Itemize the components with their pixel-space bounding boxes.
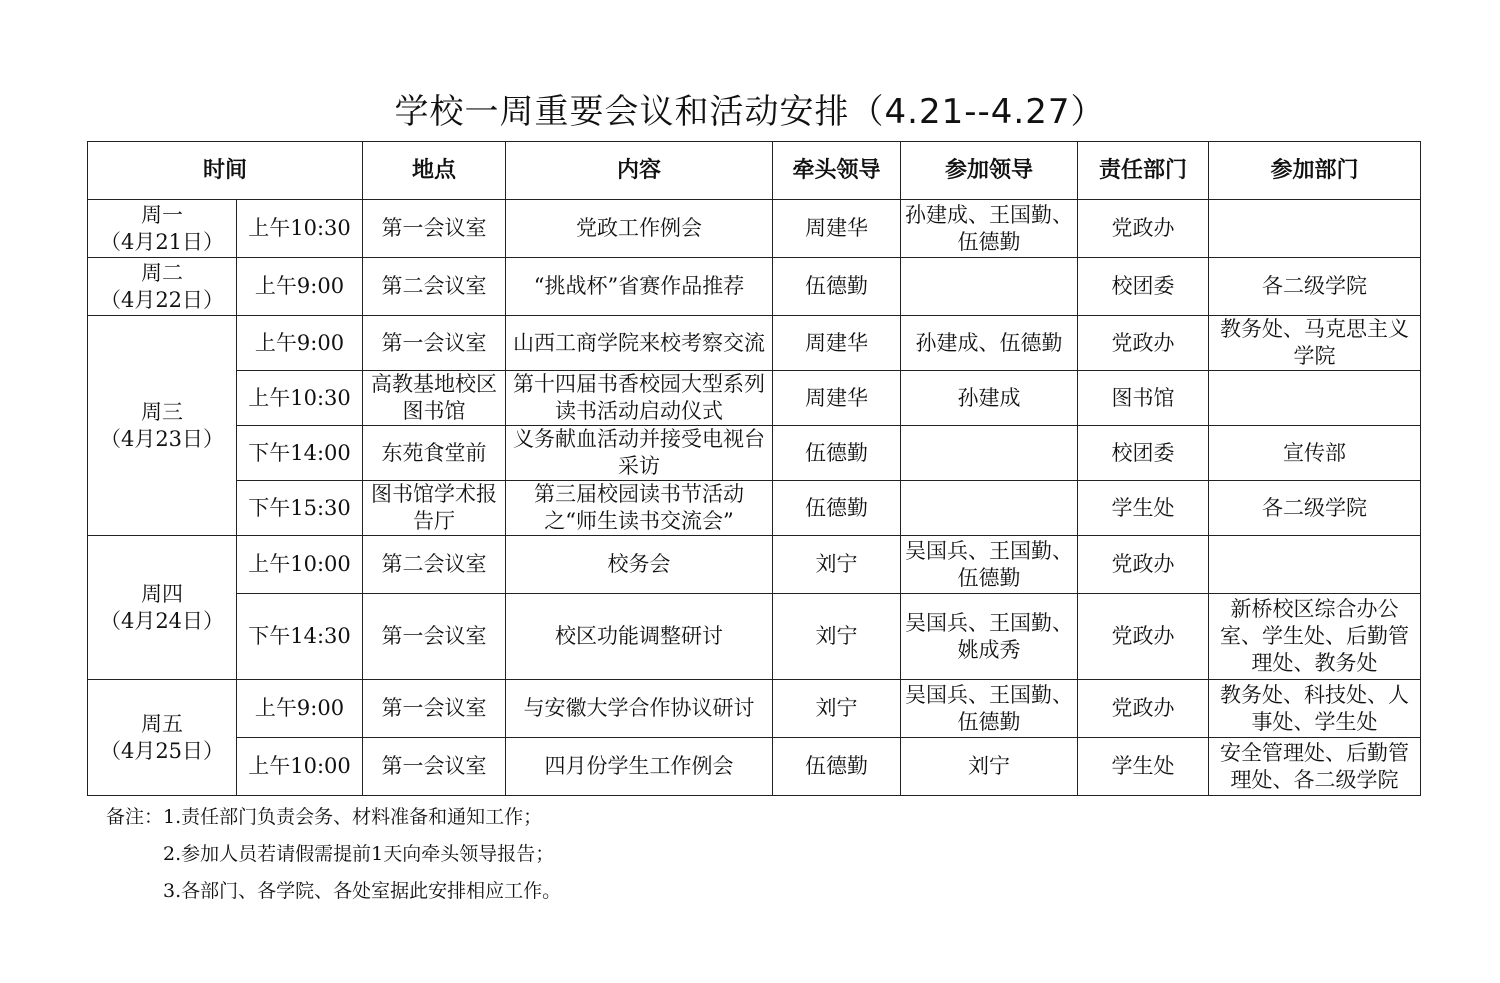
header-dept: 责任部门 xyxy=(1078,142,1209,200)
day-date: （4月22日） xyxy=(99,287,225,312)
dept-cell: 图书馆 xyxy=(1078,371,1209,426)
lead-cell: 伍德勤 xyxy=(773,738,901,796)
attend-depts-cell xyxy=(1209,536,1421,594)
place-cell: 东苑食堂前 xyxy=(363,426,506,481)
table-row xyxy=(88,258,1421,316)
dept-cell: 学生处 xyxy=(1078,481,1209,536)
attend-depts-cell: 宣传部 xyxy=(1209,426,1421,481)
lead-cell: 周建华 xyxy=(773,200,901,258)
table-row xyxy=(88,536,1421,594)
time-cell: 下午14:30 xyxy=(237,594,363,680)
day-label: 周一 xyxy=(141,202,183,227)
content-cell: 校务会 xyxy=(506,536,773,594)
attend-depts-cell: 各二级学院 xyxy=(1209,258,1421,316)
content-cell: 党政工作例会 xyxy=(506,200,773,258)
lead-cell: 周建华 xyxy=(773,371,901,426)
place-cell: 第一会议室 xyxy=(363,680,506,738)
place-cell: 第一会议室 xyxy=(363,594,506,680)
attend-depts-cell: 教务处、科技处、人事处、学生处 xyxy=(1209,680,1421,738)
day-cell xyxy=(88,680,237,796)
attend-leaders-cell: 刘宁 xyxy=(901,738,1078,796)
dept-cell: 党政办 xyxy=(1078,594,1209,680)
attend-depts-cell: 教务处、马克思主义学院 xyxy=(1209,316,1421,371)
header-attend-depts: 参加部门 xyxy=(1209,142,1421,200)
table-row xyxy=(88,481,1421,536)
table-row xyxy=(88,200,1421,258)
day-cell xyxy=(88,258,237,316)
content-cell: 校区功能调整研讨 xyxy=(506,594,773,680)
dept-cell: 党政办 xyxy=(1078,680,1209,738)
content-cell: 山西工商学院来校考察交流 xyxy=(506,316,773,371)
place-cell: 高教基地校区图书馆 xyxy=(363,371,506,426)
table-row xyxy=(88,371,1421,426)
place-cell: 第一会议室 xyxy=(363,316,506,371)
note-line: 3.各部门、各学院、各处室据此安排相应工作。 xyxy=(163,880,562,902)
header-place: 地点 xyxy=(363,142,506,200)
dept-cell: 党政办 xyxy=(1078,316,1209,371)
attend-leaders-cell xyxy=(901,258,1078,316)
lead-cell: 周建华 xyxy=(773,316,901,371)
time-cell: 上午10:00 xyxy=(237,738,363,796)
page-title: 学校一周重要会议和活动安排（4.21--4.27） xyxy=(394,92,1106,132)
time-cell: 下午15:30 xyxy=(237,481,363,536)
schedule-table xyxy=(87,141,1421,796)
attend-depts-cell: 安全管理处、后勤管理处、各二级学院 xyxy=(1209,738,1421,796)
attend-leaders-cell xyxy=(901,481,1078,536)
attend-leaders-cell xyxy=(901,426,1078,481)
time-cell: 上午9:00 xyxy=(237,258,363,316)
time-cell: 上午9:00 xyxy=(237,316,363,371)
time-cell: 上午10:30 xyxy=(237,200,363,258)
attend-leaders-cell: 吴国兵、王国勤、伍德勤 xyxy=(901,536,1078,594)
time-cell: 下午14:00 xyxy=(237,426,363,481)
dept-cell: 校团委 xyxy=(1078,426,1209,481)
place-cell: 图书馆学术报告厅 xyxy=(363,481,506,536)
note-line: 2.参加人员若请假需提前1天向牵头领导报告； xyxy=(163,843,555,865)
place-cell: 第二会议室 xyxy=(363,258,506,316)
header-attend-leaders: 参加领导 xyxy=(901,142,1078,200)
notes xyxy=(106,799,561,910)
day-date: （4月24日） xyxy=(99,608,225,633)
attend-leaders-cell: 吴国兵、王国勤、姚成秀 xyxy=(901,594,1078,680)
day-label: 周二 xyxy=(141,260,183,285)
lead-cell: 刘宁 xyxy=(773,594,901,680)
table-row xyxy=(88,594,1421,680)
note-line: 备注：1.责任部门负责会务、材料准备和通知工作； xyxy=(106,806,543,828)
attend-leaders-cell: 孙建成、伍德勤 xyxy=(901,316,1078,371)
dept-cell: 学生处 xyxy=(1078,738,1209,796)
time-cell: 上午10:30 xyxy=(237,371,363,426)
lead-cell: 刘宁 xyxy=(773,680,901,738)
content-cell: 义务献血活动并接受电视台采访 xyxy=(506,426,773,481)
place-cell: 第一会议室 xyxy=(363,200,506,258)
content-cell: 四月份学生工作例会 xyxy=(506,738,773,796)
dept-cell: 党政办 xyxy=(1078,536,1209,594)
lead-cell: 伍德勤 xyxy=(773,426,901,481)
day-date: （4月23日） xyxy=(99,426,225,451)
lead-cell: 刘宁 xyxy=(773,536,901,594)
content-cell: 与安徽大学合作协议研讨 xyxy=(506,680,773,738)
header-lead: 牵头领导 xyxy=(773,142,901,200)
day-label: 周四 xyxy=(141,581,183,606)
day-cell xyxy=(88,200,237,258)
place-cell: 第二会议室 xyxy=(363,536,506,594)
time-cell: 上午9:00 xyxy=(237,680,363,738)
day-cell xyxy=(88,316,237,536)
dept-cell: 党政办 xyxy=(1078,200,1209,258)
lead-cell: 伍德勤 xyxy=(773,258,901,316)
table-row xyxy=(88,426,1421,481)
content-cell: 第三届校园读书节活动之“师生读书交流会” xyxy=(506,481,773,536)
place-cell: 第一会议室 xyxy=(363,738,506,796)
header-time: 时间 xyxy=(88,142,363,200)
attend-depts-cell xyxy=(1209,371,1421,426)
attend-depts-cell xyxy=(1209,200,1421,258)
day-cell xyxy=(88,536,237,680)
attend-leaders-cell: 吴国兵、王国勤、伍德勤 xyxy=(901,680,1078,738)
attend-depts-cell: 各二级学院 xyxy=(1209,481,1421,536)
table-row xyxy=(88,738,1421,796)
attend-leaders-cell: 孙建成 xyxy=(901,371,1078,426)
day-label: 周三 xyxy=(141,399,183,424)
attend-depts-cell: 新桥校区综合办公室、学生处、后勤管理处、教务处 xyxy=(1209,594,1421,680)
table-row xyxy=(88,680,1421,738)
header-content: 内容 xyxy=(506,142,773,200)
day-label: 周五 xyxy=(141,711,183,736)
header-row xyxy=(88,142,1421,200)
attend-leaders-cell: 孙建成、王国勤、伍德勤 xyxy=(901,200,1078,258)
lead-cell: 伍德勤 xyxy=(773,481,901,536)
content-cell: “挑战杯”省赛作品推荐 xyxy=(506,258,773,316)
dept-cell: 校团委 xyxy=(1078,258,1209,316)
content-cell: 第十四届书香校园大型系列读书活动启动仪式 xyxy=(506,371,773,426)
table-row xyxy=(88,316,1421,371)
day-date: （4月25日） xyxy=(99,738,225,763)
time-cell: 上午10:00 xyxy=(237,536,363,594)
day-date: （4月21日） xyxy=(99,229,225,254)
